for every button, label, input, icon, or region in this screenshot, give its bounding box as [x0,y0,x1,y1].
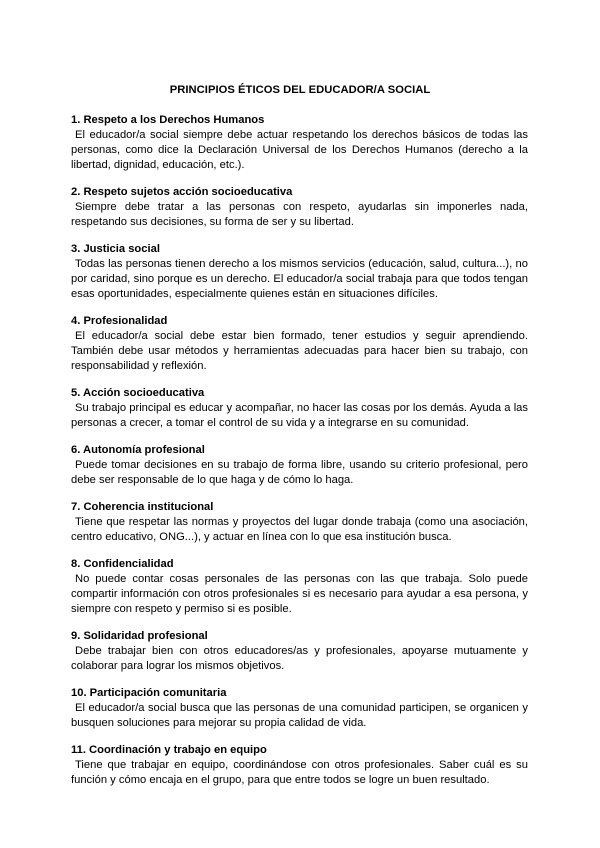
principle-section [71,185,528,230]
principle-body: El educador/a social busca que las personas de una comunidad participen, se organicen y busquen soluciones para mejorar su propia calidad de vida. [71,702,528,729]
principle-heading: 11. Coordinación y trabajo en equipo [71,744,267,756]
principle-heading: 4. Profesionalidad [71,315,168,327]
principle-body: No puede contar cosas personales de las personas con las que trabaja. Solo puede compartir información con otros profesionales si es necesario para ayudar a esa persona, y siempre con respeto y permiso si es posible. [71,573,528,615]
principle-heading: 9. Solidaridad profesional [71,630,208,642]
principle-body: Puede tomar decisiones en su trabajo de forma libre, usando su criterio profesional, pero debe ser responsable de lo que haga y de cómo lo haga. [71,459,528,486]
principle-section [71,113,528,173]
principle-section [71,242,528,302]
principle-section [71,386,528,431]
principle-section [71,314,528,374]
principle-section [71,443,528,488]
principle-section [71,629,528,674]
principle-body: Tiene que trabajar en equipo, coordinándose con otros profesionales. Saber cuál es su función y cómo encaja en el grupo, para que entre todos se logre un buen resultado. [71,759,528,786]
principle-body: El educador/a social siempre debe actuar respetando los derechos básicos de todas las personas, como dice la Declaración Universal de los Derechos Humanos (derecho a la libertad, dignidad, educación, etc.). [71,129,528,171]
principle-body: Todas las personas tienen derecho a los mismos servicios (educación, salud, cultura...), no por caridad, sino porque es un derecho. El educador/a social trabaja para que todos tengan esas oportunidades, especialmente quienes están en situaciones difíciles. [71,258,528,300]
principle-section [71,500,528,545]
principle-heading: 7. Coherencia institucional [71,501,214,513]
principle-heading: 3. Justicia social [71,243,160,255]
principles-list [71,113,528,800]
principle-body: Su trabajo principal es educar y acompañar, no hacer las cosas por los demás. Ayuda a las personas a crecer, a tomar el control de su vida y a integrarse en su comunidad. [71,402,528,429]
document-title: PRINCIPIOS ÉTICOS DEL EDUCADOR/A SOCIAL [169,84,431,96]
principle-heading: 10. Participación comunitaria [71,687,227,699]
principle-heading: 2. Respeto sujetos acción socioeducativa [71,186,293,198]
principle-body: Tiene que respetar las normas y proyectos del lugar donde trabaja (como una asociación, centro educativo, ONG...), y actuar en línea con lo que esa institución busca. [71,516,528,543]
principle-heading: 5. Acción socioeducativa [71,387,205,399]
principle-body: Debe trabajar bien con otros educadores/as y profesionales, apoyarse mutuamente y colaborar para lograr los mismos objetivos. [71,645,528,672]
principle-section [71,557,528,617]
principle-heading: 1. Respeto a los Derechos Humanos [71,114,265,126]
principle-heading: 8. Confidencialidad [71,558,174,570]
principle-section [71,686,528,731]
principle-section [71,743,528,788]
principle-heading: 6. Autonomía profesional [71,444,205,456]
principle-body: Siempre debe tratar a las personas con respeto, ayudarlas sin imponerles nada, respetando sus decisiones, su forma de ser y su libertad. [71,201,528,228]
principle-body: El educador/a social debe estar bien formado, tener estudios y seguir aprendiendo. También debe usar métodos y herramientas adecuadas para hacer bien su trabajo, con responsabilidad y reflexión. [71,330,528,372]
